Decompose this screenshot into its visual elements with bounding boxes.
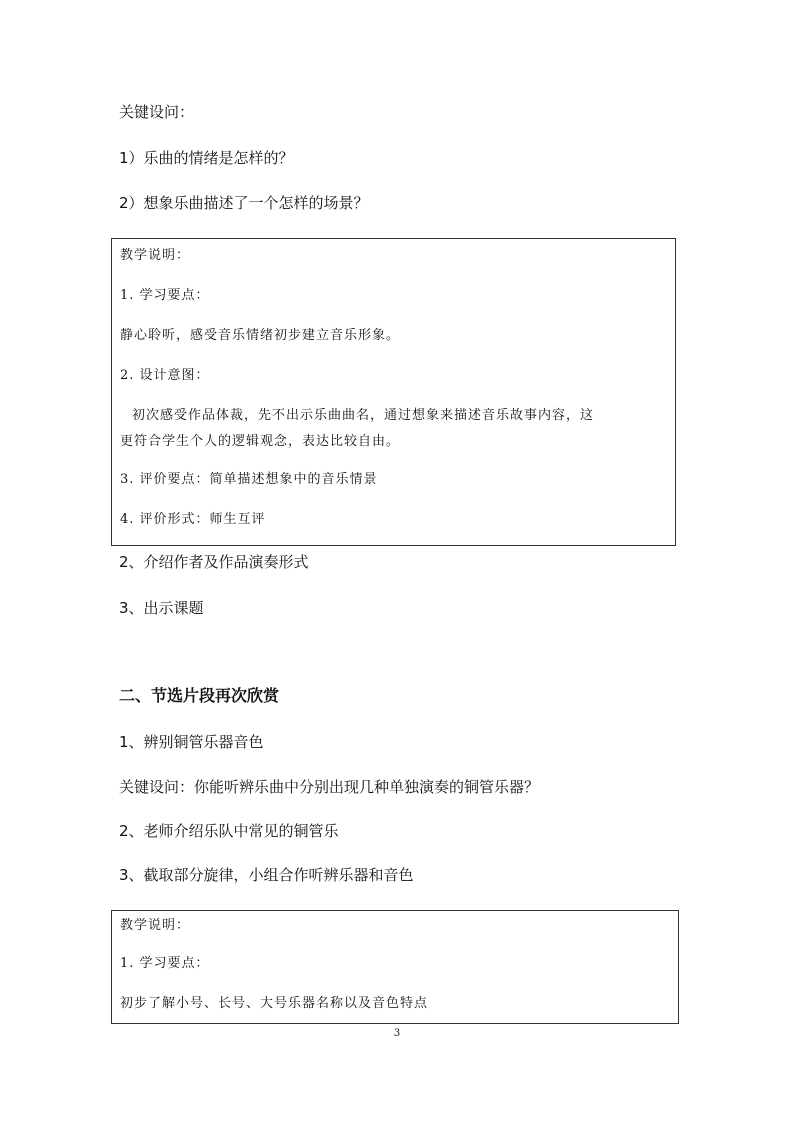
page-number: 3 <box>393 1028 401 1039</box>
section2-line-4: 3、截取部分旋律，小组合作听辨乐器和音色 <box>119 866 414 884</box>
box1-item2-text-2: 更符合学生个人的逻辑观念，表达比较自由。 <box>120 434 401 449</box>
box2-item1-text: 初步了解小号、长号、大号乐器名称以及音色特点 <box>120 996 429 1011</box>
box2-title: 教学说明： <box>120 918 191 933</box>
box1-item1: 1. 学习要点： <box>120 288 210 303</box>
section2-line-3: 2、老师介绍乐队中常见的铜管乐 <box>119 822 339 840</box>
teaching-note-box-2 <box>111 910 679 1024</box>
box1-item2-text-1: 初次感受作品体裁，先不出示乐曲曲名，通过想象来描述音乐故事内容，这 <box>132 408 595 423</box>
line-question-1: 1）乐曲的情绪是怎样的？ <box>119 149 294 167</box>
section2-line-1: 1、辨别铜管乐器音色 <box>119 733 264 751</box>
box1-item4: 4. 评价形式：师生互评 <box>120 512 266 527</box>
line-intro-author: 2、介绍作者及作品演奏形式 <box>119 553 309 571</box>
box2-item1: 1. 学习要点： <box>120 956 210 971</box>
line-question-2: 2）想象乐曲描述了一个怎样的场景？ <box>119 194 369 212</box>
section2-line-2: 关键设问：你能听辨乐曲中分别出现几种单独演奏的铜管乐器？ <box>119 778 540 796</box>
line-show-title: 3、出示课题 <box>119 599 204 617</box>
box1-title: 教学说明： <box>120 248 191 263</box>
section2-heading: 二、节选片段再次欣赏 <box>119 686 280 705</box>
box1-item1-text: 静心聆听，感受音乐情绪初步建立音乐形象。 <box>120 328 401 343</box>
box1-item2: 2. 设计意图： <box>120 368 210 383</box>
line-key-question: 关键设问： <box>119 103 195 121</box>
teaching-note-box-1 <box>111 238 676 546</box>
box1-item3: 3. 评价要点：简单描述想象中的音乐情景 <box>120 472 378 487</box>
